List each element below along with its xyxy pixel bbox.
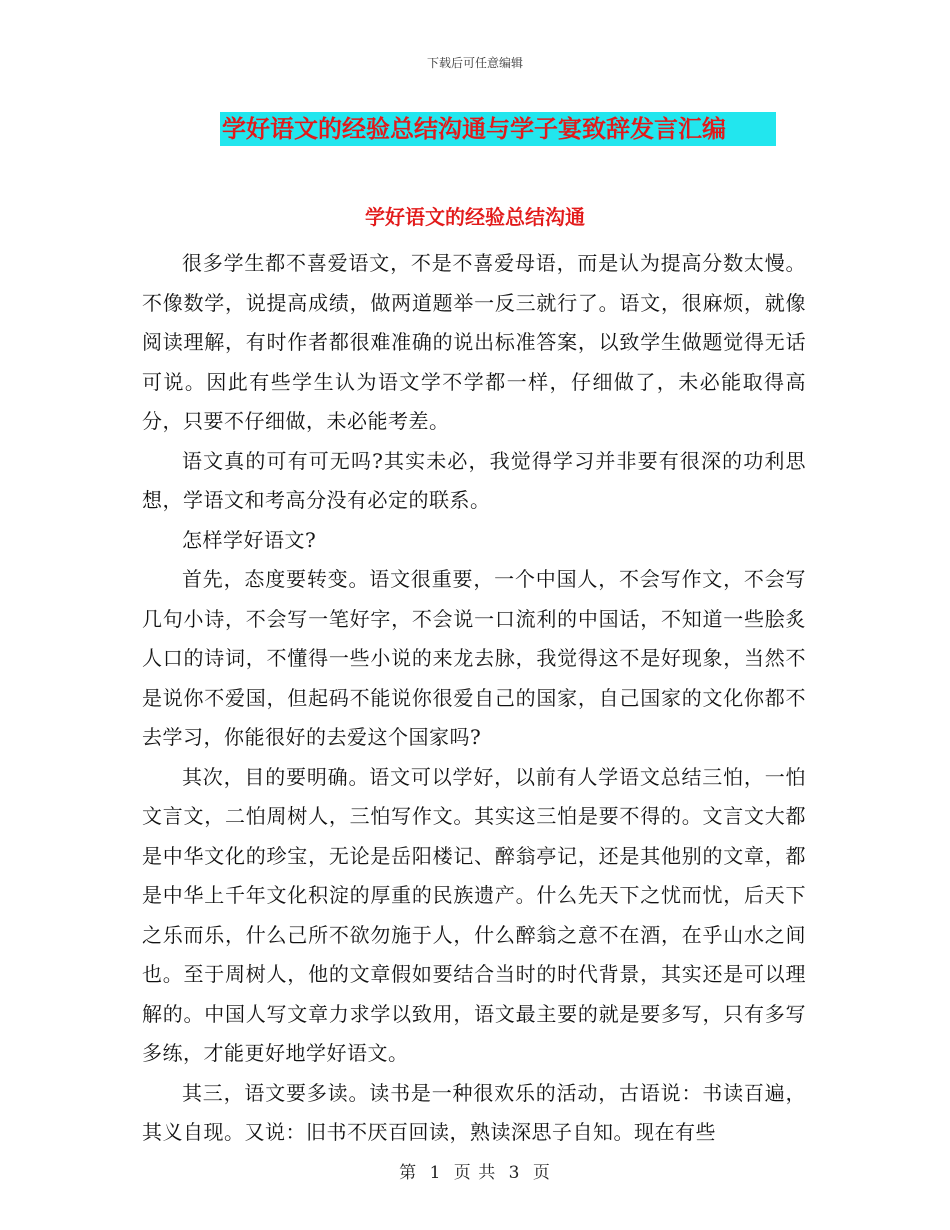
paragraph: 语文真的可有可无吗?其实未必，我觉得学习并非要有很深的功利思想，学语文和考高分没有必定的联系。 bbox=[142, 448, 806, 512]
footer-page-current: 1 bbox=[429, 1163, 442, 1183]
paragraph: 怎样学好语文? bbox=[182, 527, 317, 552]
paragraph: 首先，态度要转变。语文很重要，一个中国人，不会写作文，不会写几句小诗，不会写一笔好字，不会说一口流利的中国话，不知道一些脍炙人口的诗词，不懂得一些小说的来龙去脉，我觉得这不是好现象，当然不是说你不爱国，但起码不能说你很爱自己的国家，自己国家的文化你都不去学习，你能很好的去爱这个国家吗? bbox=[142, 567, 806, 749]
page-footer bbox=[0, 1158, 950, 1183]
paragraph: 很多学生都不喜爱语文，不是不喜爱母语，而是认为提高分数太慢。不像数学，说提高成绩，做两道题举一反三就行了。语文，很麻烦，就像阅读理解，有时作者都很难准确的说出标准答案，以致学生做题觉得无话可说。因此有些学生认为语文学不学都一样，仔细做了，未必能取得高分，只要不仔细做，未必能考差。 bbox=[142, 251, 806, 433]
paragraph: 其三，语文要多读。读书是一种很欢乐的活动，古语说：书读百遍，其义自现。又说：旧书不厌百回读，熟读深思子自知。现在有些 bbox=[142, 1080, 806, 1144]
paragraph: 其次，目的要明确。语文可以学好，以前有人学语文总结三怕，一怕文言文，二怕周树人，三怕写作文。其实这三怕是要不得的。文言文大都是中华文化的珍宝，无论是岳阳楼记、醉翁亭记，还是其他别的文章，都是中华上千年文化积淀的厚重的民族遗产。什么先天下之忧而忧，后天下之乐而乐，什么己所不欲勿施于人，什么醉翁之意不在酒，在乎山水之间也。至于周树人，他的文章假如要结合当时的时代背景，其实还是可以理解的。中国人写文章力求学以致用，语文最主要的就是要多写，只有多写多练，才能更好地学好语文。 bbox=[142, 764, 806, 1065]
footer-page-total: 3 bbox=[508, 1163, 521, 1183]
footer-page-prefix: 第 bbox=[399, 1163, 418, 1183]
header-note: 下载后可任意编辑 bbox=[426, 56, 523, 70]
footer-page-mid: 页 共 bbox=[453, 1163, 497, 1183]
main-title: 学好语文的经验总结沟通与学子宴致辞发言汇编 bbox=[222, 115, 726, 143]
footer-page-suffix: 页 bbox=[532, 1163, 551, 1183]
section-title: 学好语文的经验总结沟通 bbox=[365, 205, 585, 229]
document-body bbox=[142, 244, 806, 1153]
